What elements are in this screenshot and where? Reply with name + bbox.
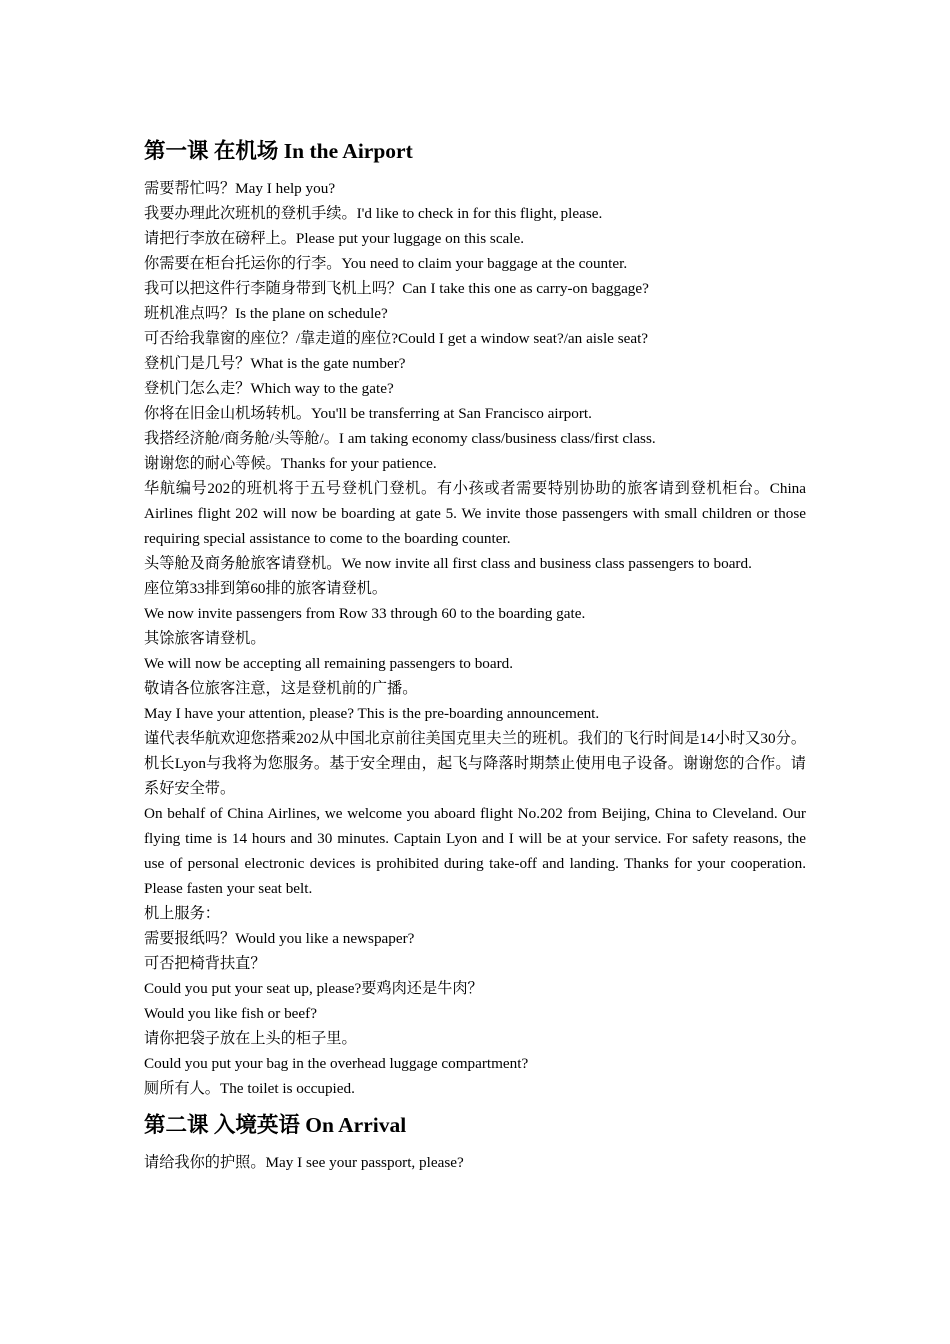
text-line: Could you put your seat up, please?要鸡肉还是牛肉？	[144, 980, 483, 997]
text-line: 你需要在柜台托运你的行李。You need to claim your baggage at the counter.	[144, 255, 628, 272]
text-line: 座位第33排到第60排的旅客请登机。	[144, 580, 387, 597]
text-line: 可否给我靠窗的座位？/靠走道的座位?Could I get a window seat?/an aisle seat?	[144, 330, 649, 347]
text-paragraph: 华航编号202的班机将于五号登机门登机。有小孩或者需要特别协助的旅客请到登机柜台。China Airlines flight 202 will now be boarding at gate 5. We invite those passengers with small children or those requiring special assistance to come to the boarding counter.	[144, 480, 806, 547]
text-line: 机上服务：	[144, 905, 220, 922]
text-line: 厕所有人。The toilet is occupied.	[144, 1080, 355, 1097]
text-line: 可否把椅背扶直？	[144, 955, 266, 972]
text-line: 其馀旅客请登机。	[144, 630, 266, 647]
text-line: 谢谢您的耐心等候。Thanks for your patience.	[144, 455, 437, 472]
text-line: 我搭经济舱/商务舱/头等舱/。I am taking economy class/business class/first class.	[144, 430, 656, 447]
lesson-2-section	[144, 1110, 806, 1175]
text-paragraph: 头等舱及商务舱旅客请登机。We now invite all first class and business class passengers to board.	[144, 555, 752, 572]
text-line: 请给我你的护照。May I see your passport, please?	[144, 1154, 464, 1171]
text-line: 需要报纸吗？Would you like a newspaper?	[144, 930, 415, 947]
text-line: We will now be accepting all remaining passengers to board.	[144, 655, 514, 672]
text-line: 请你把袋子放在上头的柜子里。	[144, 1030, 357, 1047]
lesson-2-title: 第二课 入境英语 On Arrival	[144, 1113, 407, 1137]
text-line: 请把行李放在磅秤上。Please put your luggage on this scale.	[144, 230, 525, 247]
text-line: 需要帮忙吗？May I help you?	[144, 180, 336, 197]
text-line: 敬请各位旅客注意，这是登机前的广播。	[144, 680, 418, 697]
text-line: 你将在旧金山机场转机。You'll be transferring at San Francisco airport.	[144, 405, 592, 422]
text-line: Could you put your bag in the overhead luggage compartment?	[144, 1055, 529, 1072]
lesson-1-section	[144, 136, 806, 1101]
text-line: 我要办理此次班机的登机手续。I'd like to check in for this flight, please.	[144, 205, 603, 222]
text-line: 登机门怎么走？Which way to the gate?	[144, 380, 394, 397]
text-paragraph: 谨代表华航欢迎您搭乘202从中国北京前往美国克里夫兰的班机。我们的飞行时间是14小时又30分。机长Lyon与我将为您服务。基于安全理由，起飞与降落时期禁止使用电子设备。谢谢您的合作。请系好安全带。	[144, 730, 806, 797]
text-line: 我可以把这件行李随身带到飞机上吗？Can I take this one as carry-on baggage?	[144, 280, 649, 297]
text-line: 班机准点吗？Is the plane on schedule?	[144, 305, 388, 322]
lesson-1-title: 第一课 在机场 In the Airport	[144, 139, 413, 163]
text-line: 登机门是几号？What is the gate number?	[144, 355, 406, 372]
text-line: Would you like fish or beef?	[144, 1005, 317, 1022]
text-line: May I have your attention, please? This is the pre-boarding announcement.	[144, 705, 600, 722]
document-page	[144, 136, 806, 1175]
text-line: We now invite passengers from Row 33 through 60 to the boarding gate.	[144, 605, 586, 622]
text-paragraph: On behalf of China Airlines, we welcome you aboard flight No.202 from Beijing, China to Cleveland. Our flying time is 14 hours and 30 minutes. Captain Lyon and I will be at your service. For safety reasons, the use of personal electronic devices is prohibited during take-off and landing. Thanks for your cooperation. Please fasten your seat belt.	[144, 805, 806, 897]
